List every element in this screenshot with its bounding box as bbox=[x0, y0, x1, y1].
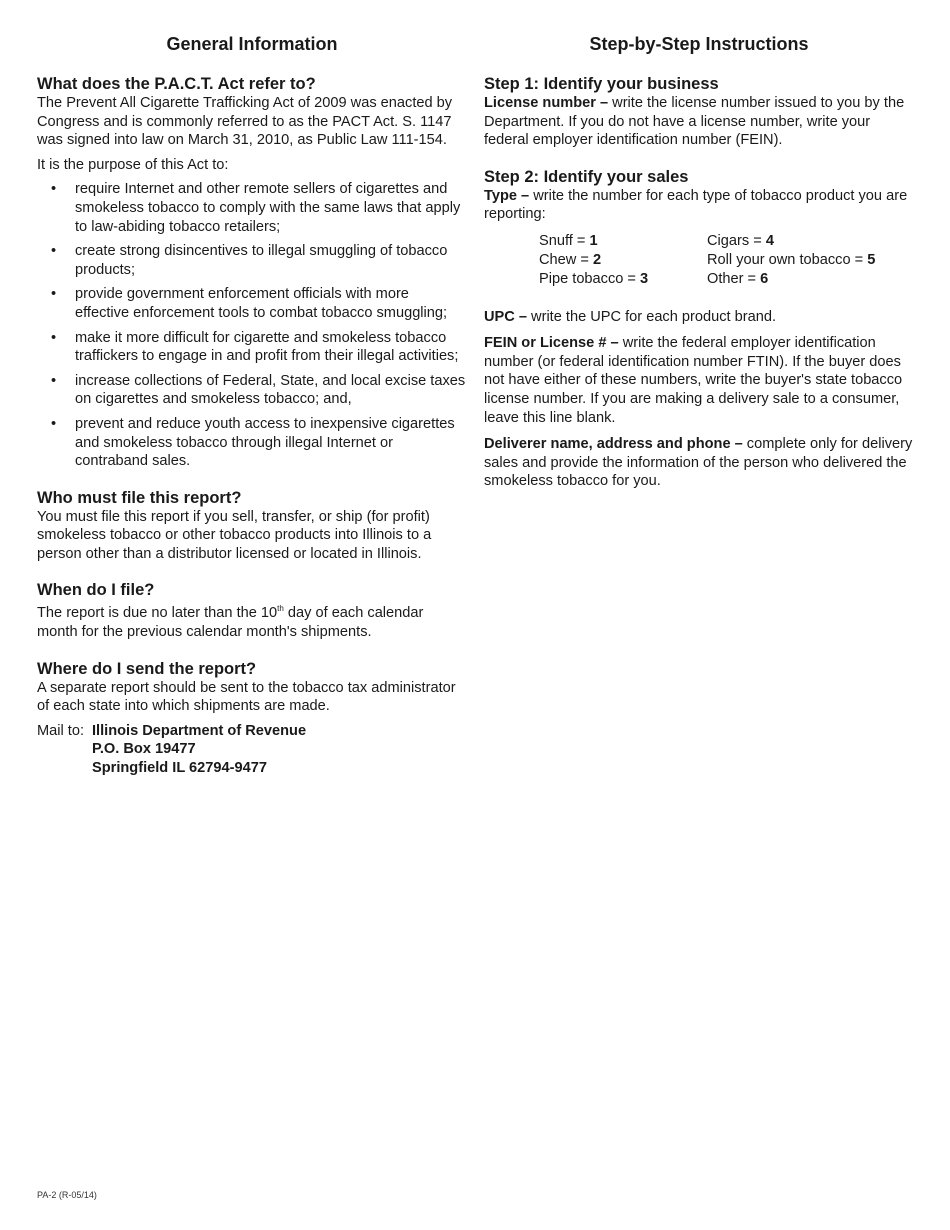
upc-text: write the UPC for each product brand. bbox=[526, 308, 777, 325]
list-item bbox=[37, 415, 467, 471]
list-item-text: create strong disincentives to illegal smuggling of tobacco products; bbox=[75, 243, 448, 278]
step1-section bbox=[484, 74, 914, 150]
list-item-text: increase collections of Federal, State, and local excise taxes on cigarettes and smokeless tobacco; and, bbox=[75, 372, 466, 408]
fein-term: FEIN or License # – bbox=[484, 335, 619, 352]
fein-instruction bbox=[484, 334, 914, 427]
license-number-text: write the license number issued to you by the Department. If you do not have a license number, write your federal employer identification number (FEIN). bbox=[484, 95, 905, 149]
code-value: 1 bbox=[589, 232, 598, 249]
code-label: Chew = bbox=[539, 252, 593, 269]
code-label: Snuff = bbox=[539, 232, 590, 249]
where-to-send-heading: Where do I send the report? bbox=[37, 659, 257, 678]
pact-heading: What does the P.A.C.T. Act refer to? bbox=[37, 75, 316, 93]
step1-heading: Step 1: Identify your business bbox=[484, 75, 719, 93]
form-number: PA-2 (R-05/14) bbox=[37, 1190, 97, 1200]
code-roll-your-own bbox=[707, 251, 907, 270]
type-instruction bbox=[484, 187, 914, 224]
address-block bbox=[92, 722, 306, 778]
fein-text: write the federal employer identification number (or federal identification number FTIN). If the buyer does not have either of these numbers, write the buyer's state tobacco license number. If you are making a delivery sale to a consumer, leave this line blank. bbox=[484, 335, 903, 426]
pact-paragraph: The Prevent All Cigarette Trafficking Act of 2009 was enacted by Congress and is commonly referred to as the PACT Act. S. 1147 was signed into law on March 31, 2010, as Public Law 111-154. bbox=[37, 95, 453, 149]
who-must-file-heading: Who must file this report? bbox=[37, 488, 242, 507]
where-to-send-section bbox=[37, 659, 467, 778]
pact-section bbox=[37, 74, 467, 471]
purpose-intro: It is the purpose of this Act to: bbox=[37, 156, 229, 173]
bullet-icon: • bbox=[51, 372, 57, 389]
code-chew bbox=[539, 251, 707, 270]
list-item-text: make it more difficult for cigarette and smokeless tobacco traffickers to engage in and profit from their illegal activities; bbox=[75, 329, 459, 365]
bullet-icon: • bbox=[51, 415, 57, 432]
code-value: 6 bbox=[760, 271, 769, 288]
code-label: Cigars = bbox=[707, 232, 766, 249]
license-number-term: License number – bbox=[484, 95, 609, 111]
bullet-icon: • bbox=[51, 243, 57, 260]
bullet-icon: • bbox=[51, 329, 57, 346]
code-label: Other = bbox=[707, 271, 761, 288]
upc-term: UPC – bbox=[484, 308, 527, 325]
code-label: Pipe tobacco = bbox=[539, 271, 641, 288]
code-cigars bbox=[707, 232, 907, 251]
step2-heading: Step 2: Identify your sales bbox=[484, 167, 689, 186]
type-text: write the number for each type of tobacco product you are reporting: bbox=[484, 187, 908, 223]
product-type-codes bbox=[539, 232, 914, 290]
step2-section bbox=[484, 167, 914, 491]
due-date-text-rest: day of each calendar month for the previous calendar month's shipments. bbox=[37, 605, 424, 640]
code-value: 4 bbox=[765, 232, 774, 249]
due-date-text: The report is due no later than the 10 bbox=[37, 605, 278, 622]
who-must-file-section bbox=[37, 488, 467, 564]
list-item-text: prevent and reduce youth access to inexpensive cigarettes and smokeless tobacco through illegal Internet or contraband sales. bbox=[75, 415, 455, 470]
bullet-icon: • bbox=[51, 286, 57, 303]
when-to-file-section bbox=[37, 580, 467, 641]
code-pipe-tobacco bbox=[539, 270, 707, 289]
instructions-title: Step-by-Step Instructions bbox=[589, 34, 809, 54]
list-item-text: provide government enforcement officials with more effective enforcement tools to combat tobacco smuggling; bbox=[75, 286, 448, 321]
ordinal-suffix: th bbox=[277, 604, 284, 614]
type-term: Type – bbox=[484, 187, 530, 204]
mail-to-label: Mail to: bbox=[37, 722, 85, 739]
list-item bbox=[37, 329, 467, 366]
deliverer-instruction bbox=[484, 435, 914, 491]
upc-instruction bbox=[484, 308, 914, 327]
address-line-1: Illinois Department of Revenue bbox=[92, 722, 307, 739]
code-other bbox=[707, 270, 907, 289]
code-value: 5 bbox=[867, 252, 876, 269]
list-item bbox=[37, 242, 467, 279]
when-to-file-heading: When do I file? bbox=[37, 581, 155, 600]
license-number-instruction bbox=[484, 94, 914, 150]
instructions-column bbox=[484, 33, 914, 508]
list-item bbox=[37, 372, 467, 409]
deliverer-text: complete only for delivery sales and provide the information of the person who delivered the smokeless tobacco for you. bbox=[484, 436, 913, 490]
list-item-text: require Internet and other remote sellers of cigarettes and smokeless tobacco to comply with the same laws that apply to law-abiding tobacco retailers; bbox=[75, 181, 461, 235]
general-information-title: General Information bbox=[166, 34, 338, 54]
where-to-send-paragraph: A separate report should be sent to the tobacco tax administrator of each state into which shipments are made. bbox=[37, 679, 456, 715]
deliverer-term: Deliverer name, address and phone – bbox=[484, 436, 743, 453]
general-information-column bbox=[37, 33, 467, 794]
code-snuff bbox=[539, 232, 707, 251]
code-value: 2 bbox=[592, 252, 602, 269]
who-must-file-paragraph: You must file this report if you sell, transfer, or ship (for profit) smokeless tobacco or other tobacco products into Illinois to a person other than a distributor licensed or located in Illinois. bbox=[37, 508, 432, 562]
list-item bbox=[37, 180, 467, 236]
purpose-list bbox=[37, 180, 467, 470]
address-line-2: P.O. Box 19477 bbox=[92, 741, 196, 758]
when-to-file-paragraph bbox=[37, 600, 467, 641]
mailing-address bbox=[37, 722, 467, 778]
code-value: 3 bbox=[640, 271, 649, 288]
bullet-icon: • bbox=[51, 181, 57, 198]
address-line-3: Springfield IL 62794-9477 bbox=[92, 759, 267, 776]
list-item bbox=[37, 285, 467, 322]
code-label: Roll your own tobacco = bbox=[707, 252, 868, 269]
